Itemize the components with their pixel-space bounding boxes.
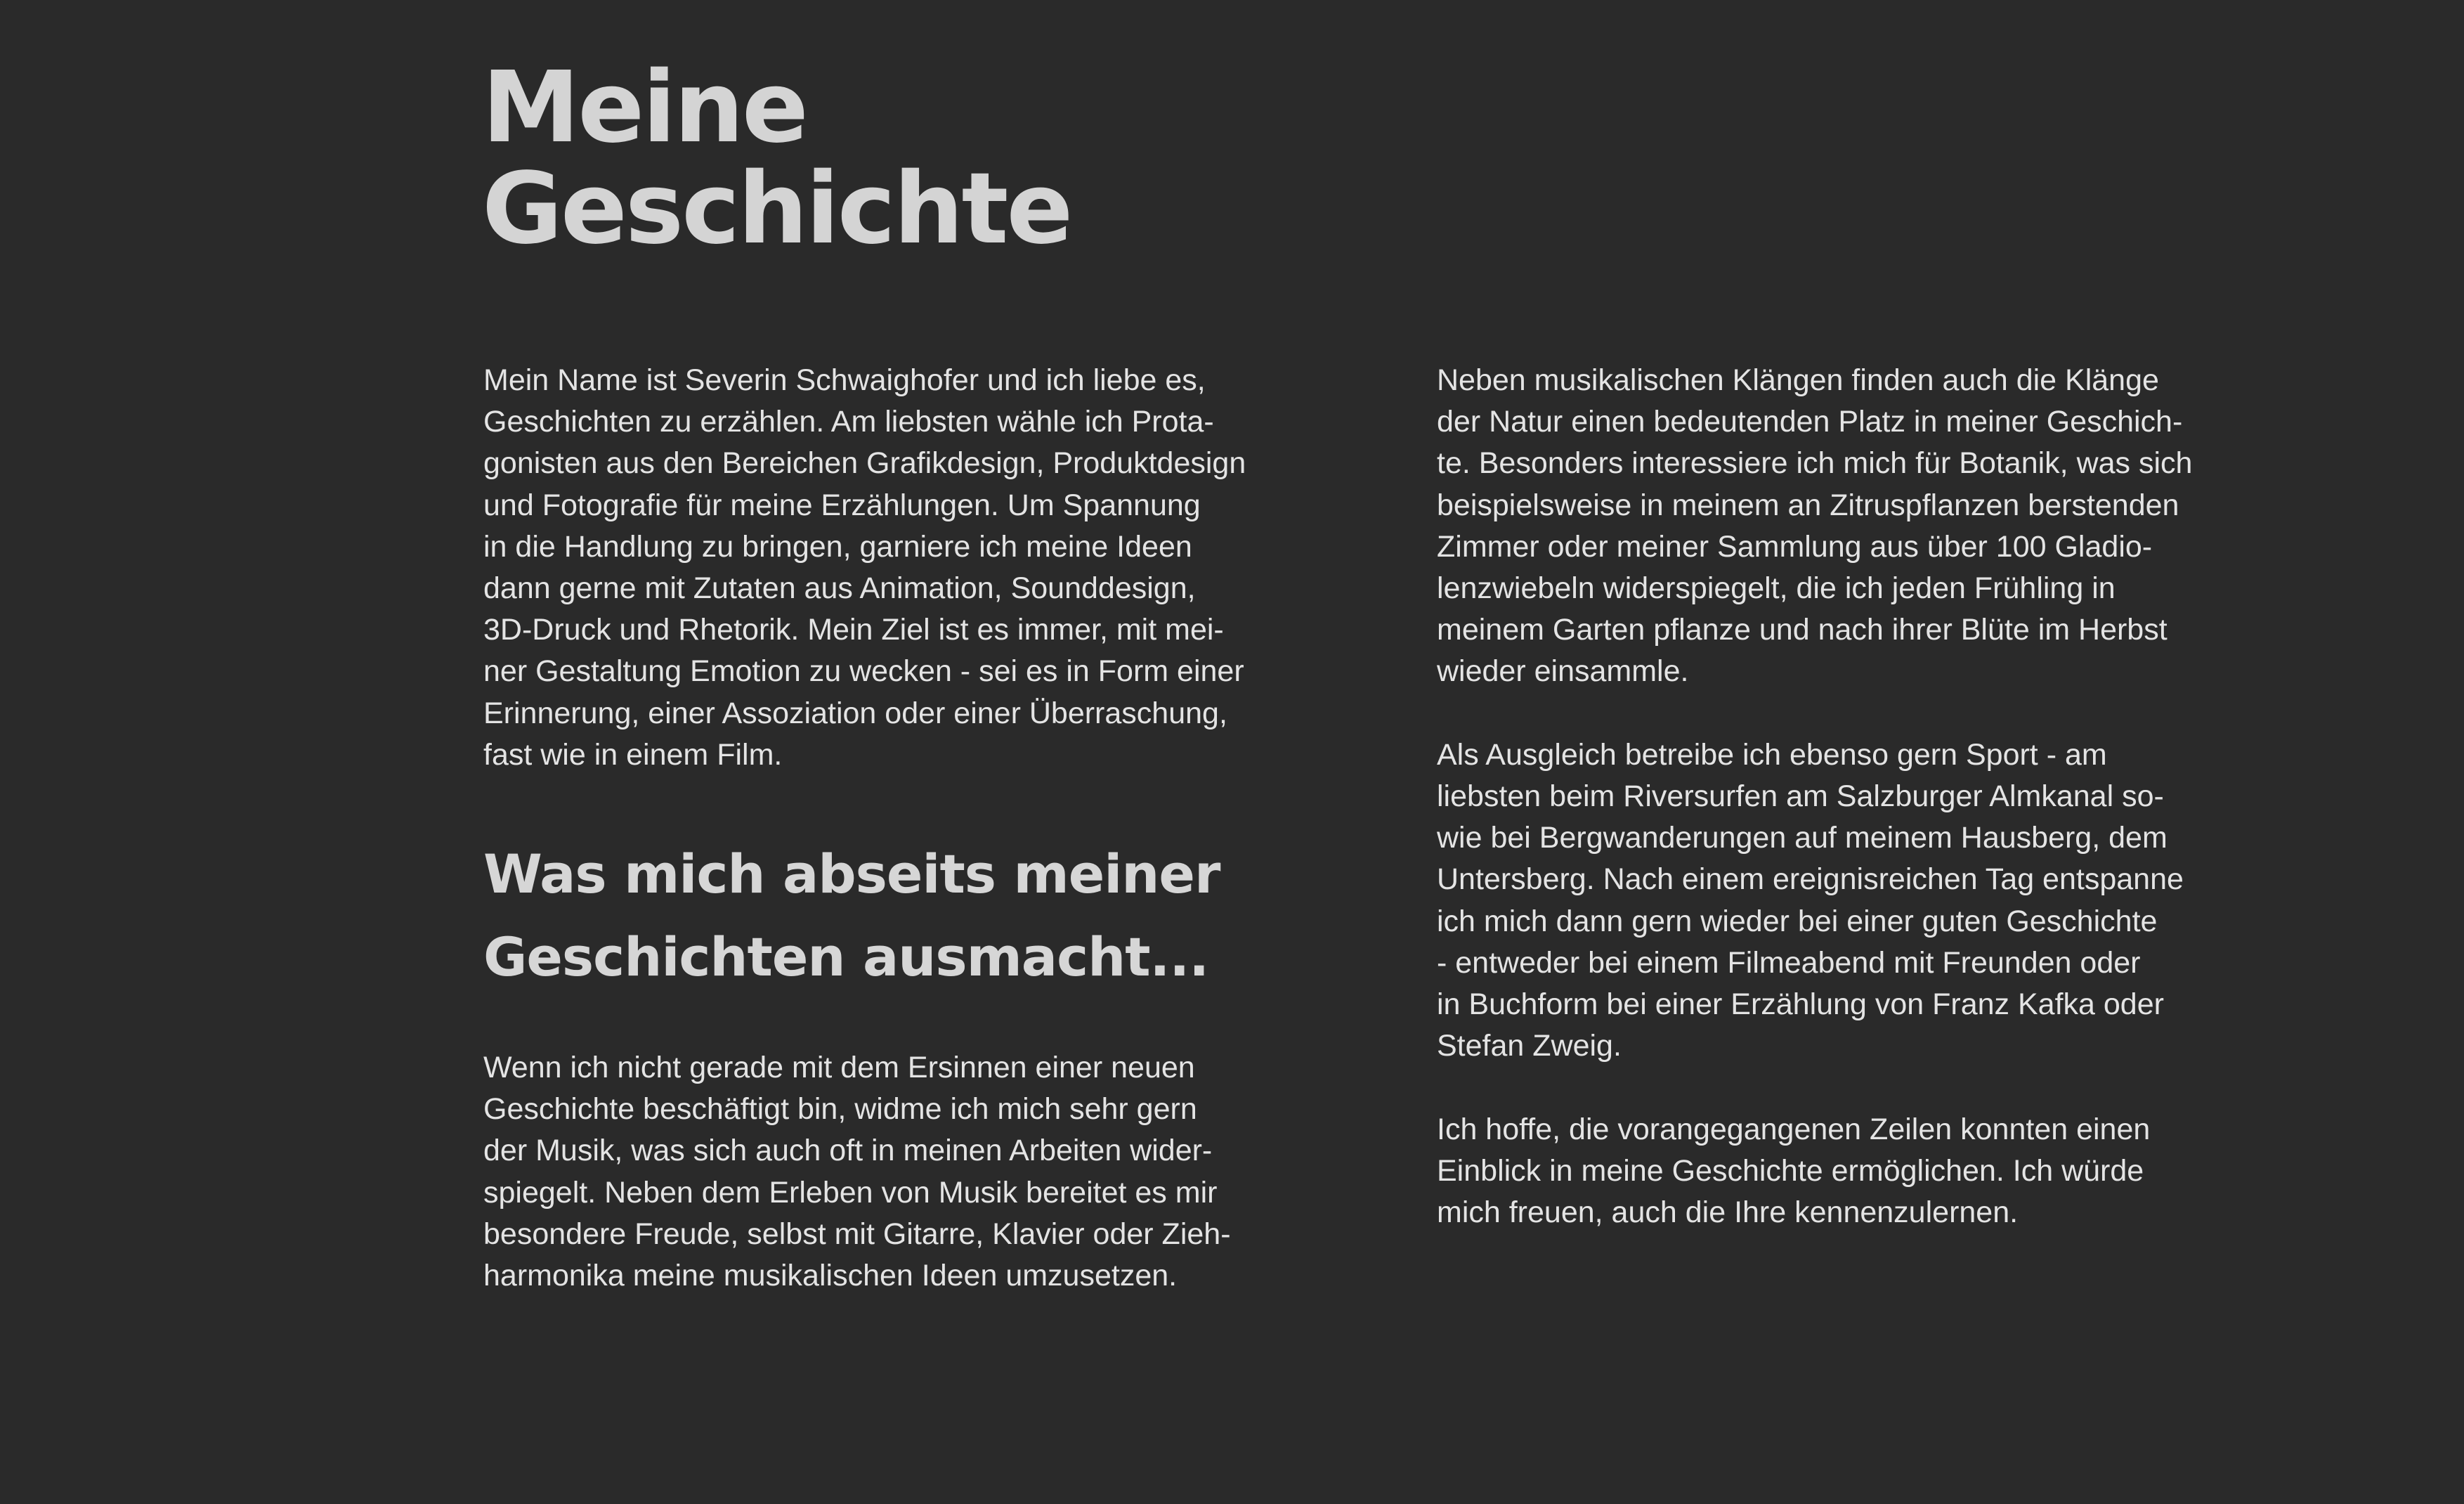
text-line: Geschichten zu erzählen. Am liebsten wähle ich Prota-: [483, 405, 1214, 439]
intro-paragraph: [483, 360, 1270, 776]
text-line: ich mich dann gern wieder bei einer guten Geschichte: [1437, 904, 2158, 938]
text-line: Untersberg. Nach einem ereignisreichen Tag entspanne: [1437, 862, 2184, 897]
text-line: und Fotografie für meine Erzählungen. Um Spannung: [483, 488, 1201, 522]
text-line: Wenn ich nicht gerade mit dem Ersinnen einer neuen: [483, 1051, 1195, 1084]
page-title-line-1: Meine: [482, 51, 807, 165]
text-line: gonisten aus den Bereichen Grafikdesign, Produktdesign: [483, 446, 1246, 481]
text-line: wie bei Bergwanderungen auf meinem Hausberg, dem: [1437, 821, 2168, 855]
text-line: Neben musikalischen Klängen finden auch die Klänge: [1437, 363, 2159, 397]
text-line: Geschichte beschäftigt bin, widme ich mich sehr gern: [483, 1092, 1197, 1127]
left-column-intro: [483, 360, 1270, 776]
page-title-line-2: Geschichte: [482, 152, 1071, 266]
text-line: Als Ausgleich betreibe ich ebenso gern Sport - am: [1437, 737, 2107, 772]
text-line: wieder einsammle.: [1437, 654, 1689, 689]
text-line: meinem Garten pflanze und nach ihrer Blüte im Herbst: [1437, 613, 2168, 647]
text-line: dann gerne mit Zutaten aus Animation, Sounddesign,: [483, 571, 1196, 606]
text-line: in die Handlung zu bringen, garniere ich meine Ideen: [483, 529, 1192, 564]
paragraph-spacer: [1437, 1067, 2224, 1108]
page-title: [482, 51, 1071, 266]
text-line: der Musik, was sich auch oft in meinen Arbeiten wider-: [483, 1134, 1213, 1168]
text-line: besondere Freude, selbst mit Gitarre, Klavier oder Zieh-: [483, 1217, 1231, 1251]
text-line: Zimmer oder meiner Sammlung aus über 100 Gladio-: [1437, 529, 2153, 564]
paragraph-spacer: [1437, 693, 2224, 734]
text-line: Erinnerung, einer Assoziation oder einer Überraschung,: [483, 696, 1227, 730]
text-line: in Buchform bei einer Erzählung von Franz Kafka oder: [1437, 987, 2164, 1022]
text-line: fast wie in einem Film.: [483, 737, 783, 772]
text-line: Ich hoffe, die vorangegangenen Zeilen konnten einen: [1437, 1112, 2151, 1146]
left-column-music: [483, 1047, 1270, 1297]
text-line: spiegelt. Neben dem Erleben von Musik bereitet es mir: [483, 1175, 1218, 1210]
right-column: [1437, 360, 2224, 1233]
text-line: lenzwiebeln widerspiegelt, die ich jeden Frühling in: [1437, 571, 2116, 606]
text-line: mich freuen, auch die Ihre kennenzulernen.: [1437, 1195, 2019, 1230]
text-line: 3D-Druck und Rhetorik. Mein Ziel ist es immer, mit mei-: [483, 613, 1224, 647]
text-line: Mein Name ist Severin Schwaighofer und ich liebe es,: [483, 363, 1206, 397]
text-line: - entweder bei einem Filmeabend mit Freunden oder: [1437, 945, 2141, 980]
text-line: beispielsweise in meinem an Zitruspflanzen berstenden: [1437, 488, 2179, 522]
music-paragraph: [483, 1047, 1270, 1297]
text-line: Einblick in meine Geschichte ermöglichen. Ich würde: [1437, 1153, 2144, 1188]
text-line: der Natur einen bedeutenden Platz in meiner Geschich-: [1437, 405, 2183, 439]
text-line: liebsten beim Riversurfen am Salzburger Almkanal so-: [1437, 779, 2164, 814]
closing-paragraph: [1437, 1109, 2224, 1234]
sport-paragraph: [1437, 734, 2224, 1068]
text-line: Stefan Zweig.: [1437, 1029, 1622, 1063]
section-heading-line-2: Geschichten ausmacht...: [483, 926, 1209, 988]
section-heading-line-1: Was mich abseits meiner: [483, 843, 1220, 905]
nature-paragraph: [1437, 360, 2224, 693]
text-line: harmonika meine musikalischen Ideen umzusetzen.: [483, 1259, 1178, 1293]
section-heading: [483, 833, 1220, 999]
text-line: ner Gestaltung Emotion zu wecken - sei es in Form einer: [483, 654, 1244, 689]
text-line: te. Besonders interessiere ich mich für Botanik, was sich: [1437, 446, 2193, 481]
